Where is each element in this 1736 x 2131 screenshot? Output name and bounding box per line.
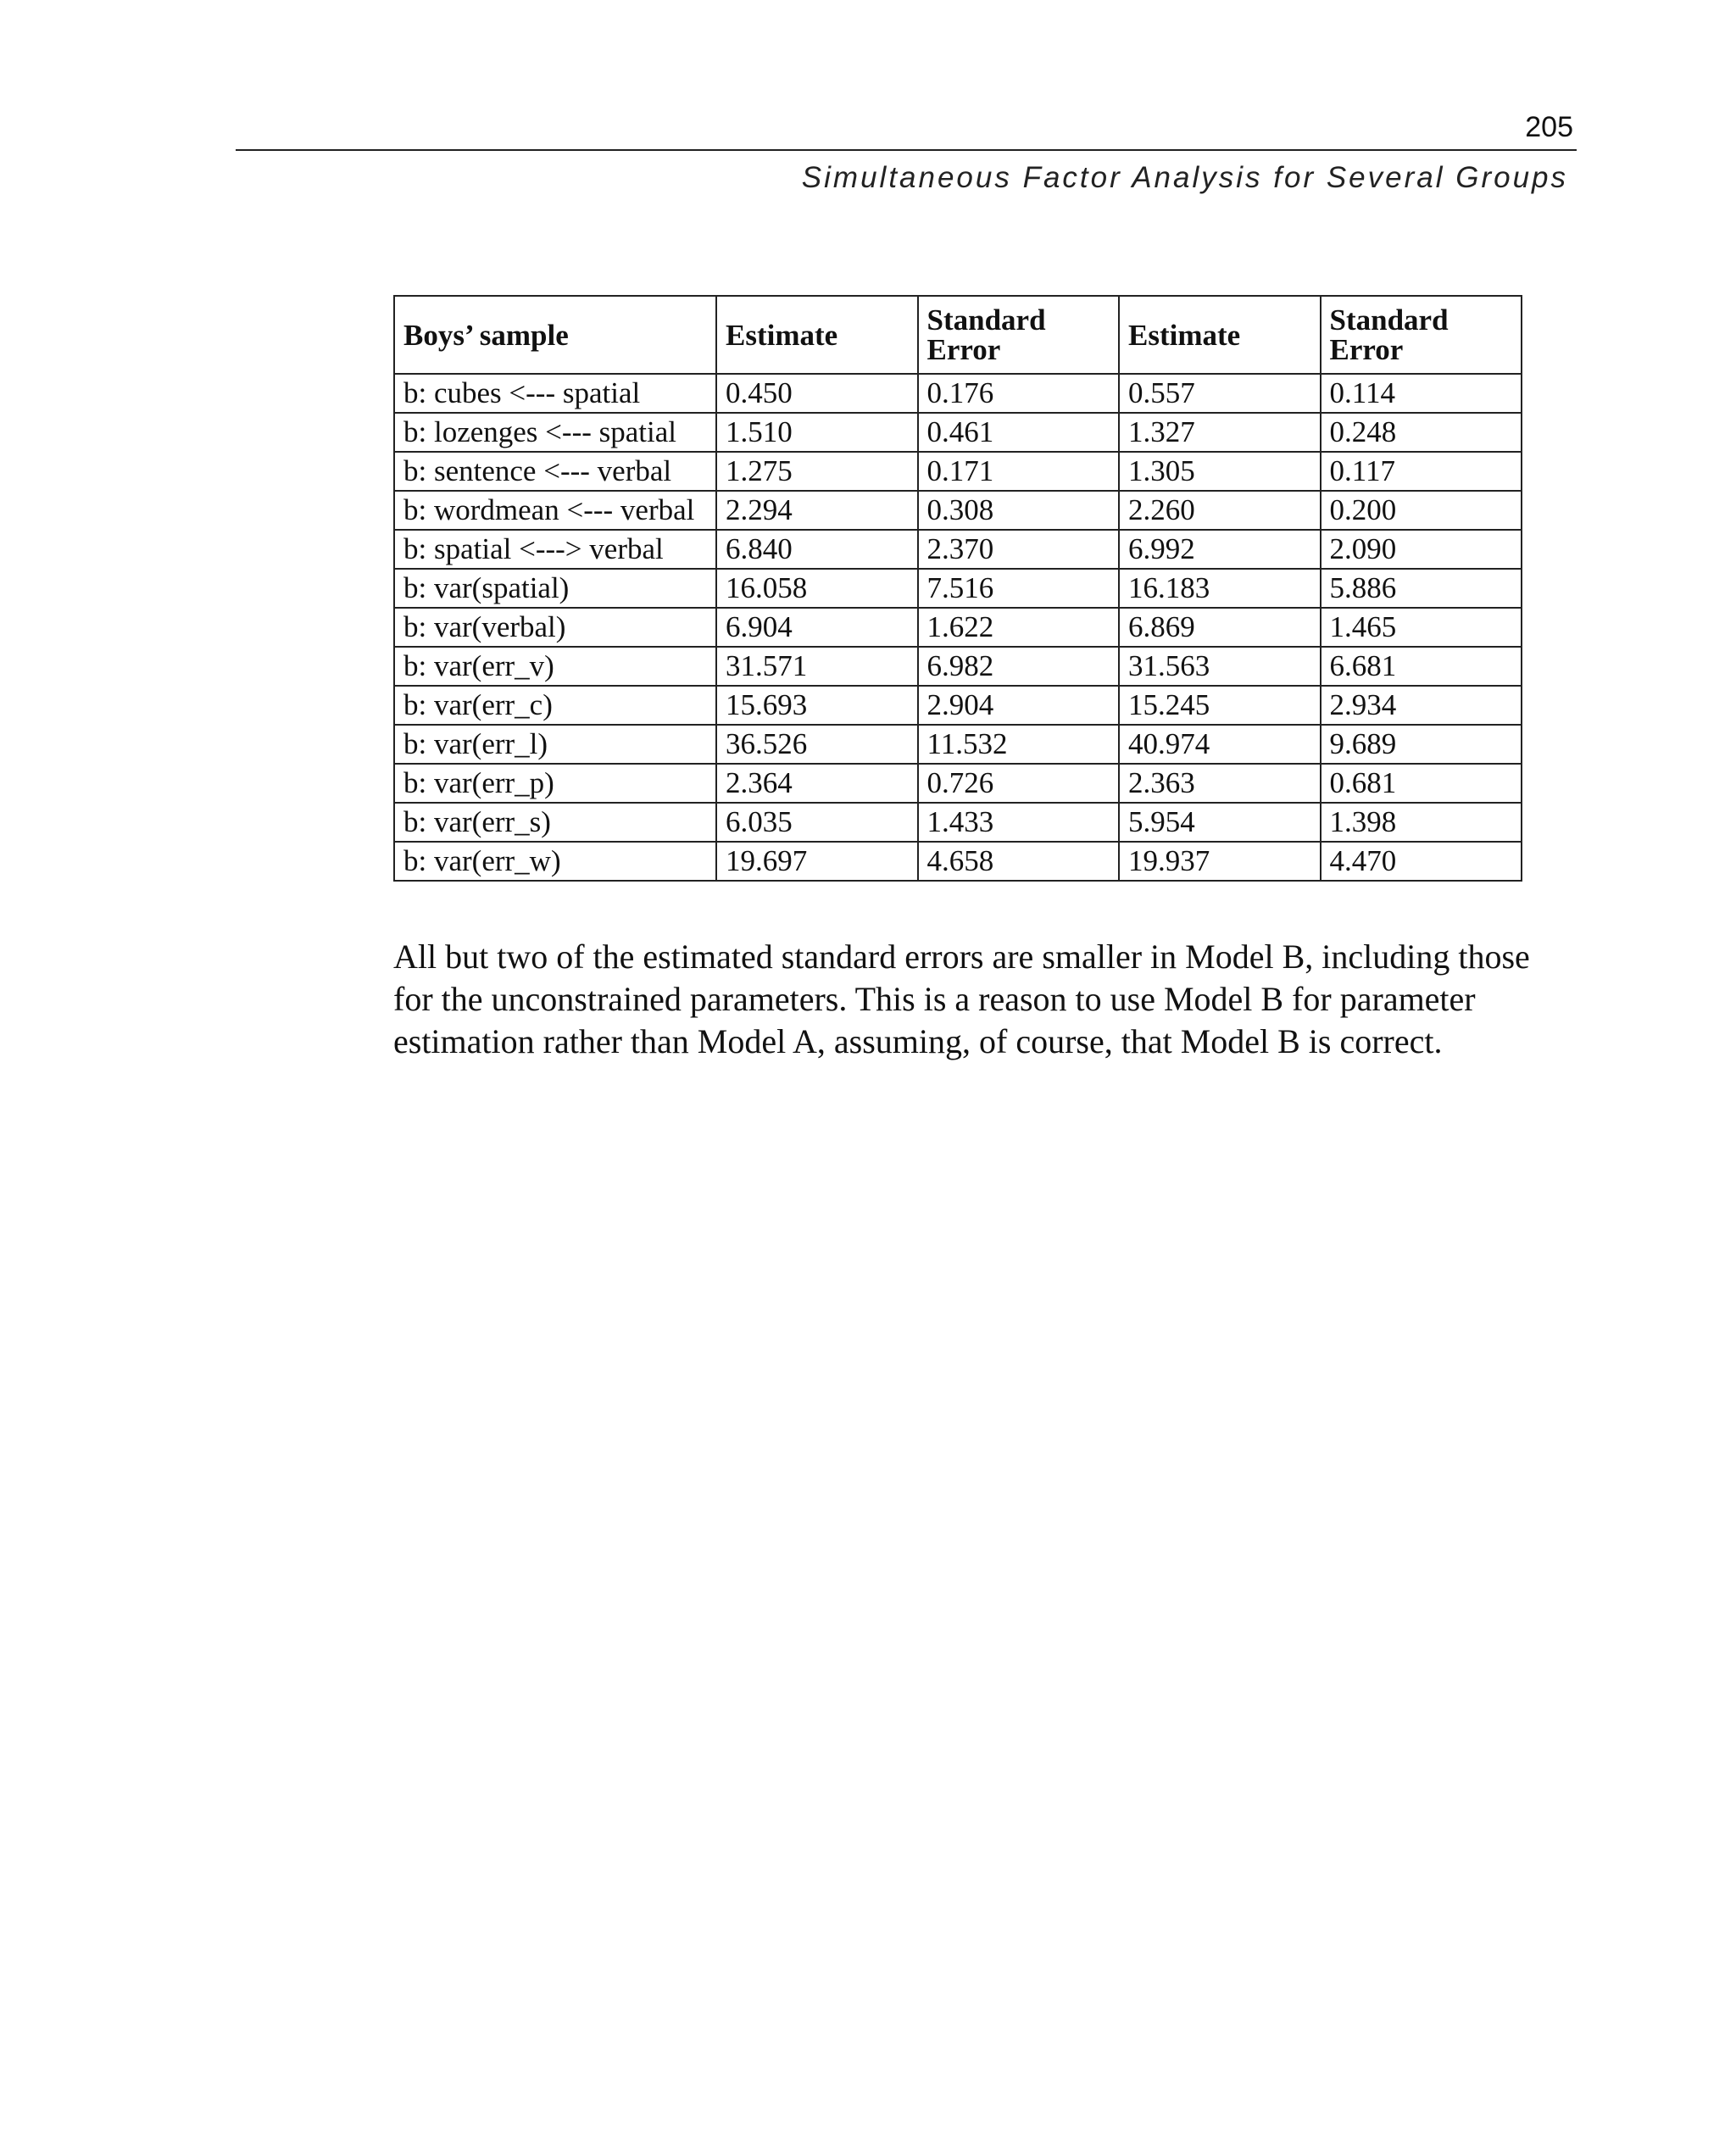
table-header-row [394,296,1522,374]
column-header: Boys’ sample [394,296,716,374]
table-cell: 1.510 [716,413,918,452]
table-row [394,608,1522,647]
table-cell: b: wordmean <--- verbal [394,491,716,530]
table-cell: 15.245 [1119,686,1321,725]
table-cell: 0.308 [918,491,1120,530]
table-cell: 1.465 [1321,608,1522,647]
table-cell: 11.532 [918,725,1120,764]
table-cell: b: var(err_v) [394,647,716,686]
table-cell: b: var(verbal) [394,608,716,647]
table-cell: 0.450 [716,374,918,413]
table-cell: b: var(err_w) [394,842,716,881]
table-row [394,803,1522,842]
table-row [394,686,1522,725]
table-cell: 1.622 [918,608,1120,647]
table-row [394,452,1522,491]
table-cell: 4.658 [918,842,1120,881]
table-cell: b: var(err_p) [394,764,716,803]
table-cell: 16.058 [716,569,918,608]
table-cell: 1.275 [716,452,918,491]
table-cell: 1.433 [918,803,1120,842]
table-cell: 31.571 [716,647,918,686]
header-rule [236,149,1577,151]
table-cell: 2.364 [716,764,918,803]
table-cell: 1.327 [1119,413,1321,452]
running-title: Simultaneous Factor Analysis for Several Groups [801,161,1568,194]
table-row [394,569,1522,608]
table-row [394,530,1522,569]
table-cell: 6.982 [918,647,1120,686]
table-cell: 0.681 [1321,764,1522,803]
table-cell: 9.689 [1321,725,1522,764]
table-cell: 15.693 [716,686,918,725]
table-cell: 19.697 [716,842,918,881]
table-cell: 5.886 [1321,569,1522,608]
table-cell: 19.937 [1119,842,1321,881]
table-cell: b: var(err_l) [394,725,716,764]
table-cell: 5.954 [1119,803,1321,842]
table-cell: 40.974 [1119,725,1321,764]
table-cell: 6.681 [1321,647,1522,686]
table-cell: 16.183 [1119,569,1321,608]
table-row [394,491,1522,530]
page-number: 205 [1525,111,1573,143]
table-header [394,296,1522,374]
table-cell: 1.398 [1321,803,1522,842]
table-cell: 4.470 [1321,842,1522,881]
table-cell: 2.370 [918,530,1120,569]
estimates-table [393,295,1522,882]
table-cell: b: spatial <---> verbal [394,530,716,569]
table-cell: 2.260 [1119,491,1321,530]
table-row [394,647,1522,686]
column-header: Estimate [716,296,918,374]
table-cell: 0.557 [1119,374,1321,413]
table-cell: 2.090 [1321,530,1522,569]
table-cell: 0.461 [918,413,1120,452]
table-row [394,374,1522,413]
table-cell: 0.117 [1321,452,1522,491]
table-cell: 0.200 [1321,491,1522,530]
table-cell: 0.726 [918,764,1120,803]
table-cell: 2.934 [1321,686,1522,725]
column-header: Standard Error [1321,296,1522,374]
table-cell: 0.114 [1321,374,1522,413]
table-cell: b: var(spatial) [394,569,716,608]
column-header: Estimate [1119,296,1321,374]
table-cell: 2.363 [1119,764,1321,803]
table-cell: 6.869 [1119,608,1321,647]
table-row [394,413,1522,452]
table-cell: 2.904 [918,686,1120,725]
table-cell: b: lozenges <--- spatial [394,413,716,452]
table-cell: 2.294 [716,491,918,530]
table-cell: b: sentence <--- verbal [394,452,716,491]
table-row [394,764,1522,803]
table-cell: 1.305 [1119,452,1321,491]
table-cell: 0.248 [1321,413,1522,452]
table-cell: 6.904 [716,608,918,647]
table-cell: 7.516 [918,569,1120,608]
table-row [394,725,1522,764]
table-cell: 0.176 [918,374,1120,413]
table-cell: b: var(err_c) [394,686,716,725]
table-cell: 6.992 [1119,530,1321,569]
table-body [394,374,1522,881]
table-cell: 36.526 [716,725,918,764]
body-paragraph: All but two of the estimated standard errors are smaller in Model B, including those for the unconstrained parameters. This is a reason to use Model B for parameter estimation rather than Model A, assuming, of course, that Model B is correct. [393,938,1530,1060]
table-row [394,842,1522,881]
table-cell: b: var(err_s) [394,803,716,842]
table-cell: 6.840 [716,530,918,569]
column-header: Standard Error [918,296,1120,374]
table-cell: 0.171 [918,452,1120,491]
table-cell: 6.035 [716,803,918,842]
table-cell: b: cubes <--- spatial [394,374,716,413]
table-cell: 31.563 [1119,647,1321,686]
